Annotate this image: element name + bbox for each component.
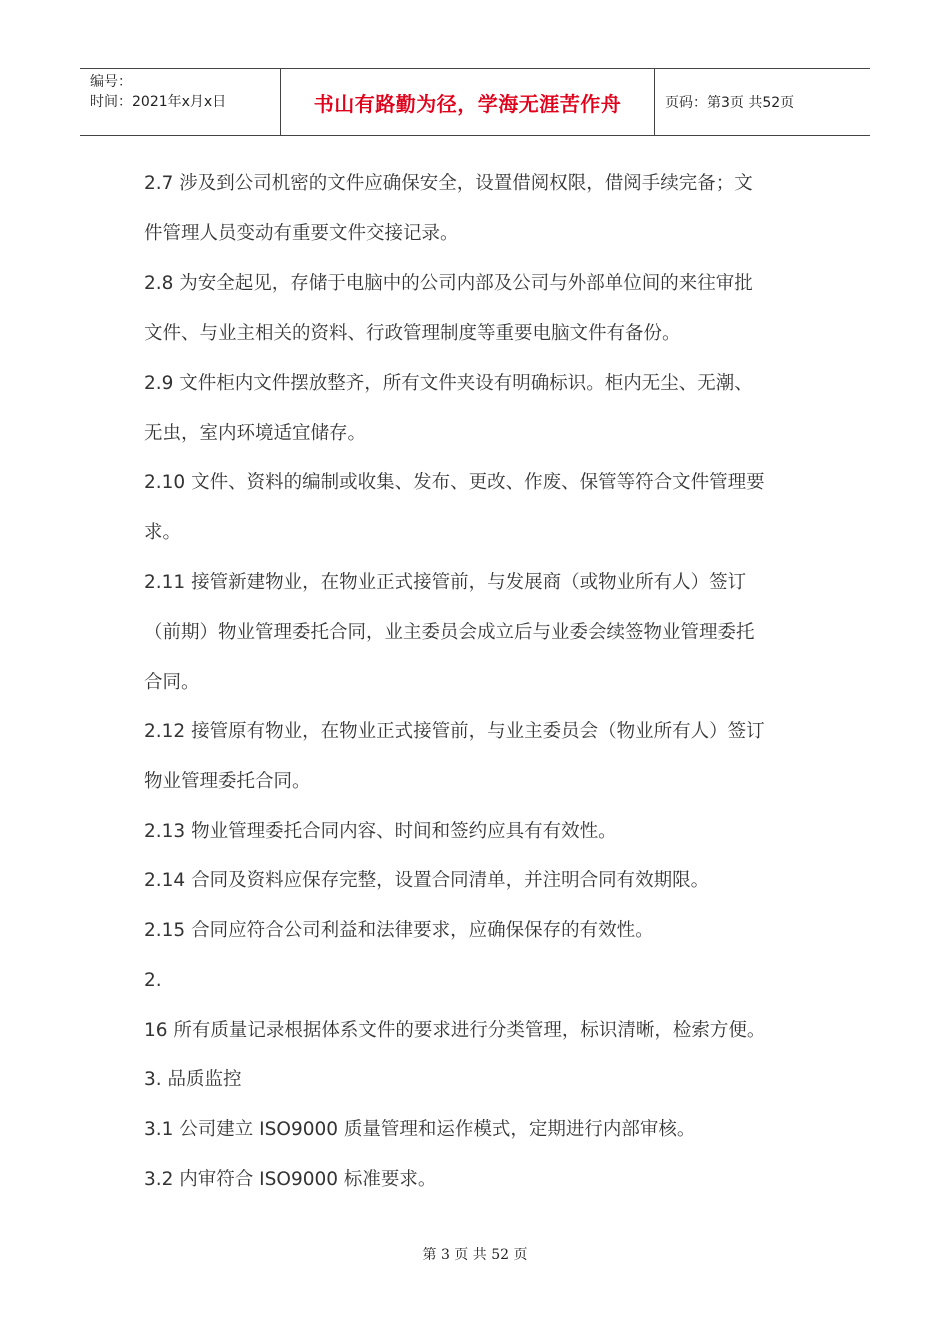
body-line: 2.12 接管原有物业，在物业正式接管前，与业主委员会（物业所有人）签订 xyxy=(144,721,765,742)
body-line: 2.13 物业管理委托合同内容、时间和签约应具有有效性。 xyxy=(144,821,617,842)
body-line: 16 所有质量记录根据体系文件的要求进行分类管理，标识清晰，检索方便。 xyxy=(144,1020,766,1041)
body-line: 2.11 接管新建物业，在物业正式接管前，与发展商（或物业所有人）签订 xyxy=(144,572,747,593)
document-number-label: 编号： xyxy=(90,74,132,90)
body-line: 2.7 涉及到公司机密的文件应确保安全，设置借阅权限，借阅手续完备；文 xyxy=(144,173,753,194)
body-line: 2.10 文件、资料的编制或收集、发布、更改、作废、保管等符合文件管理要 xyxy=(144,472,765,493)
body-line: 2.9 文件柜内文件摆放整齐，所有文件夹设有明确标识。柜内无尘、无潮、 xyxy=(144,373,753,394)
section-heading: 3. 品质监控 xyxy=(144,1069,242,1090)
body-line: 无虫，室内环境适宜储存。 xyxy=(144,423,367,444)
body-line: 3.1 公司建立 ISO9000 质量管理和运作模式，定期进行内部审核。 xyxy=(144,1119,696,1140)
document-date-label: 时间：2021年x月x日 xyxy=(90,94,227,110)
body-line: 2.8 为安全起见，存储于电脑中的公司内部及公司与外部单位间的来往审批 xyxy=(144,273,753,294)
page-footer: 第 3 页 共 52 页 xyxy=(422,1247,528,1263)
body-line: 2. xyxy=(144,970,162,991)
header-page-info: 页码：第3页 共52页 xyxy=(665,95,795,111)
body-line: 求。 xyxy=(144,522,182,543)
body-line: 件管理人员变动有重要文件交接记录。 xyxy=(144,223,459,244)
body-line: 合同。 xyxy=(144,672,200,693)
header-motto: 书山有路勤为径，学海无涯苦作舟 xyxy=(313,91,622,116)
body-line: 2.15 合同应符合公司利益和法律要求，应确保保存的有效性。 xyxy=(144,920,654,941)
body-line: 文件、与业主相关的资料、行政管理制度等重要电脑文件有备份。 xyxy=(144,323,681,344)
body-line: 物业管理委托合同。 xyxy=(144,771,311,792)
body-line: 2.14 合同及资料应保存完整，设置合同清单，并注明合同有效期限。 xyxy=(144,870,710,891)
body-line: 3.2 内审符合 ISO9000 标准要求。 xyxy=(144,1169,437,1190)
body-line: （前期）物业管理委托合同，业主委员会成立后与业委会续签物业管理委托 xyxy=(144,622,755,643)
